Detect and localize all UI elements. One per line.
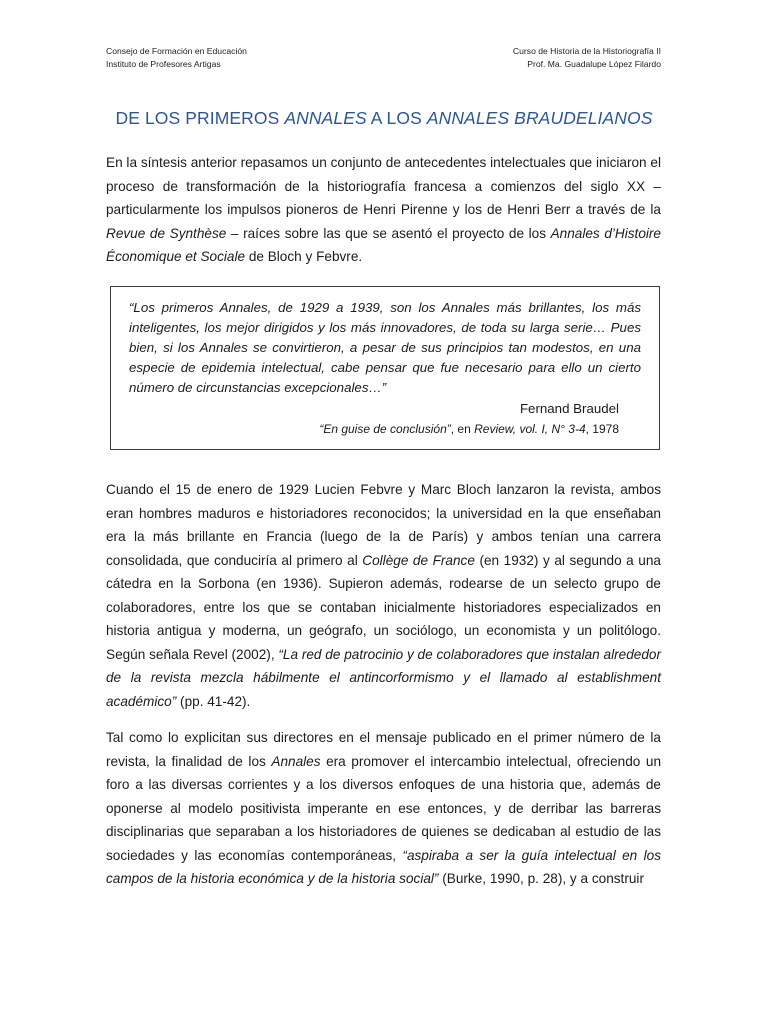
header-institute: Instituto de Profesores Artigas (106, 58, 221, 69)
text-run: , 1978 (585, 422, 619, 436)
text-run: Cuando el 15 de enero de 1929 Lucien Febvre y Marc Bloch lanzaron la revista, ambos eran hombres maduros e historiadores reconocidos; la universidad en la que enseñaban era la más brillante en Francia (luego de la de París) y ambos tenían una carrera consolidada, que conduciría al primero al (106, 482, 661, 568)
text-run: (en 1932) y al segundo a una cátedra en la Sorbona (en 1936). Supieron además, rodearse de un selecto grupo de colaboradores, entre los que se contaban inicialmente historiadores especializados en historia antigua y moderna, un geógrafo, un sociólogo, un economista y un politólogo. Según señala Revel (2002), (106, 552, 661, 662)
header-professor: Prof. Ma. Guadalupe López Filardo (527, 58, 661, 69)
text-run: (pp. 41-42). (176, 693, 251, 709)
quote-author: Fernand Braudel (519, 401, 619, 416)
paragraph-2 (106, 478, 661, 713)
text-run: En la síntesis anterior repasamos un conjunto de antecedentes intelectuales que iniciaron el proceso de transformación de la historiografía francesa a comienzos del siglo XX – particularmente los impulsos pioneros de Henri Pirenne y los de Henri Berr a través de la (106, 155, 661, 217)
italic-run: Review, vol. I, N° 3-4 (474, 422, 586, 436)
italic-run: “En guise de conclusión” (319, 422, 451, 436)
quote-box (110, 286, 660, 450)
text-run: de Bloch y Febvre. (245, 249, 363, 264)
italic-run: Collège de France (362, 552, 475, 568)
italic-run: Annales (271, 753, 321, 769)
text-run: , en (450, 422, 475, 436)
paragraph-3 (106, 726, 661, 891)
text-run: – raíces sobre las que se asentó el proyecto de los (226, 225, 551, 241)
italic-run: “La red de patrocinio y de colaboradores que instalan alrededor de la revista mezcla hábilmente el antincorformismo y el llamado al establishment académico” (106, 646, 661, 709)
title-italic: ANNALES BRAUDELIANOS (426, 108, 653, 128)
header-institution: Consejo de Formación en Educación (106, 46, 247, 56)
page-title (0, 108, 768, 129)
italic-run: Revue de Synthèse (106, 225, 227, 241)
text-run: (Burke, 1990, p. 28), y a construir (438, 871, 644, 886)
title-part: A LOS (366, 108, 427, 128)
text-run: era promover el intercambio intelectual, ofreciendo un foro a las diversas corrientes y a los diversos enfoques de una historia que, además de oponerse al modelo positivista imperante en ese entonces, y de derribar las barreras disciplinarias que separaban a los historiadores de quienes se dedicaban al estudio de las sociedades y las economías contemporáneas, (106, 753, 662, 863)
italic-run: “aspiraba a ser la guía intelectual en los campos de la historia económica y de la historia social” (106, 847, 661, 886)
title-part: DE LOS PRIMEROS (115, 108, 285, 128)
italic-run: Annales d’Histoire Économique et Sociale (106, 225, 661, 264)
quote-text: “Los primeros Annales, de 1929 a 1939, son los Annales más brillantes, los más inteligentes, los mejor dirigidos y los más innovadores, de toda su larga serie… Pues bien, si los Annales se convirtieron, a pesar de sus principios tan modestos, en una especie de epidemia intelectual, cabe pensar que fue necesario para ello un cierto número de circunstancias excepcionales…” (129, 300, 641, 395)
quote-source (129, 419, 641, 439)
text-run: Tal como lo explicitan sus directores en el mensaje publicado en el primer número de la revista, la finalidad de los (106, 730, 661, 769)
header-course: Curso de Historia de la Historiografía II (512, 46, 661, 56)
title-italic: ANNALES (284, 108, 367, 128)
paragraph-1 (106, 151, 661, 269)
header-left (106, 45, 247, 70)
header-right (513, 45, 661, 70)
